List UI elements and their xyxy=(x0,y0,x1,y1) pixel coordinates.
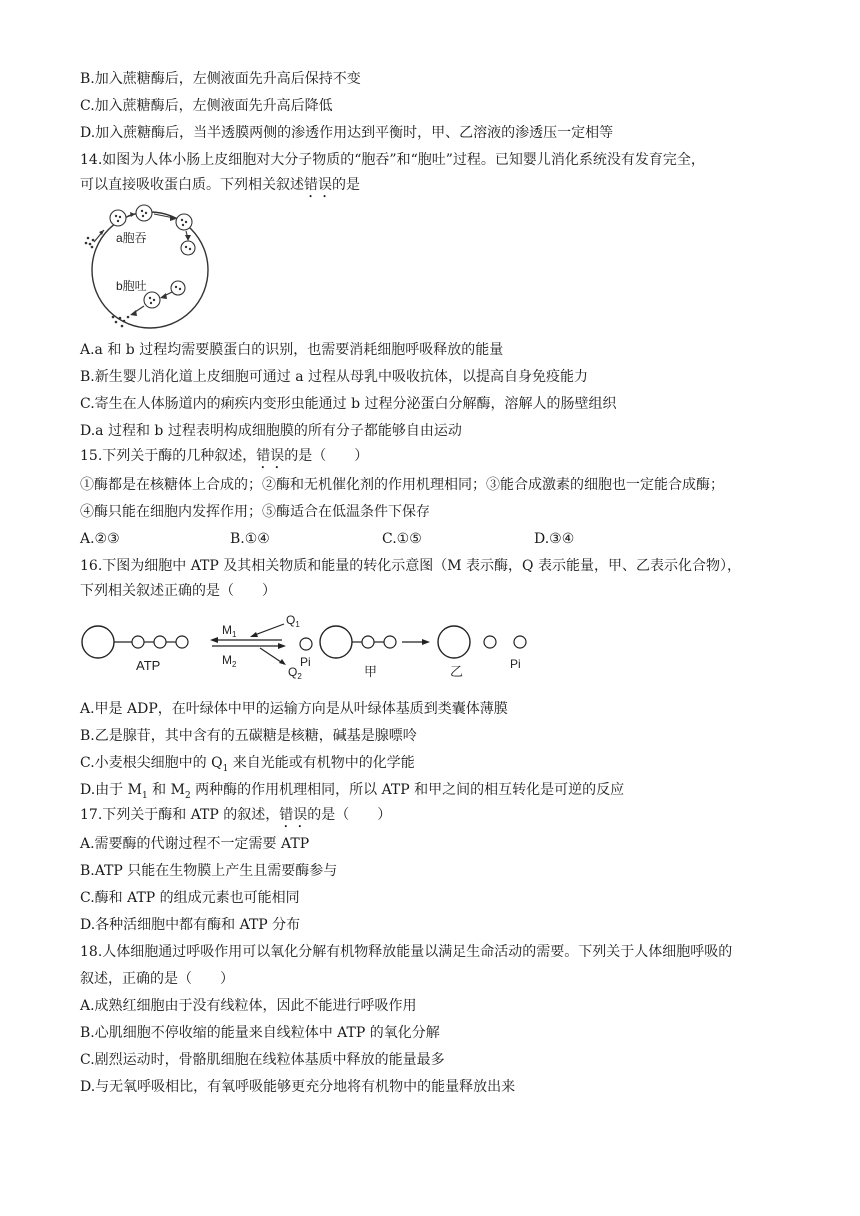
q15-option-a: A.②③ xyxy=(80,531,120,547)
q14-stem-line1: 14.如图为人体小肠上皮细胞对大分子物质的“胞吞”和“胞吐”过程。已知婴儿消化系统没有发育完全， xyxy=(80,152,705,168)
q1-label: $Q_1$ xyxy=(286,613,300,629)
q17-option-c: C.酶和 ATP 的组成元素也可能相同 xyxy=(80,890,300,906)
q14-option-a: A.a 和 b 过程均需要膜蛋白的识别，也需要消耗细胞呼吸释放的能量 xyxy=(80,342,504,358)
m1-label: $M_1$ xyxy=(222,623,237,639)
q15-option-c: C.①⑤ xyxy=(382,531,422,547)
pi-label-2: Pi xyxy=(510,657,521,671)
q15-option-d: D.③④ xyxy=(534,531,575,547)
q17-option-b: B.ATP 只能在生物膜上产生且需要酶参与 xyxy=(80,863,338,879)
q18-stem-line1: 18.人体细胞通过呼吸作用可以氧化分解有机物释放能量以满足生命活动的需要。下列关于人体细胞呼吸的 xyxy=(80,944,733,960)
label-b-exocytosis: b胞吐 xyxy=(116,279,147,293)
q14-option-d: D.a 过程和 b 过程表明构成细胞膜的所有分子都能够自由运动 xyxy=(80,423,462,439)
q15-items-line1: ①酶都是在核糖体上合成的；②酶和无机催化剂的作用机理相同；③能合成激素的细胞也一定能合成酶； xyxy=(80,477,724,493)
q16-option-c: C.小麦根尖细胞中的 $Q_1$ 来自光能或有机物中的化学能 xyxy=(80,755,415,774)
q18-option-b: B.心肌细胞不停收缩的能量来自线粒体中 ATP 的氧化分解 xyxy=(80,1025,440,1041)
q16-option-a: A.甲是 ADP，在叶绿体中甲的运输方向是从叶绿体基质到类囊体薄膜 xyxy=(80,701,508,717)
q17-option-d: D.各种活细胞中都有酶和 ATP 分布 xyxy=(80,917,301,933)
q13-option-d: D.加入蔗糖酶后，当半透膜两侧的渗透作用达到平衡时，甲、乙溶液的渗透压一定相等 xyxy=(80,125,614,141)
q13-option-b: B.加入蔗糖酶后，左侧液面先升高后保持不变 xyxy=(80,71,361,87)
q16-option-d: D.由于 $M_1$ 和 $M_2$ 两种酶的作用机理相同，所以 ATP 和甲之间的相互转化是可逆的反应 xyxy=(80,782,625,801)
q18-option-a: A.成熟红细胞由于没有线粒体，因此不能进行呼吸作用 xyxy=(80,998,417,1014)
q15-stem: 15.下列关于酶的几种叙述，错误的是（ ） xyxy=(80,448,369,464)
atp-label: ATP xyxy=(136,658,161,673)
endocytosis-exocytosis-figure xyxy=(80,200,220,332)
yi-label: 乙 xyxy=(450,664,464,679)
q15-option-b: B.①④ xyxy=(230,531,270,547)
q14-option-c: C.寄生在人体肠道内的痢疾内变形虫能通过 b 过程分泌蛋白分解酶，溶解人的肠壁组织 xyxy=(80,396,617,412)
q2-label: $Q_2$ xyxy=(288,665,302,681)
pi-label-1: Pi xyxy=(300,655,311,669)
q16-stem-line2: 下列相关叙述正确的是（ ） xyxy=(80,583,276,599)
q16-stem-line1: 16.下图为细胞中 ATP 及其相关物质和能量的转化示意图（M 表示酶，Q 表示能量，甲、乙表示化合物）， xyxy=(80,558,741,574)
q13-option-c: C.加入蔗糖酶后，左侧液面先升高后降低 xyxy=(80,98,333,114)
m2-label: $M_2$ xyxy=(222,653,237,669)
label-a-endocytosis: a胞吞 xyxy=(116,231,147,245)
q16-option-b: B.乙是腺苷，其中含有的五碳糖是核糖，碱基是腺嘌呤 xyxy=(80,728,417,744)
jia-label: 甲 xyxy=(364,664,378,679)
atp-conversion-figure xyxy=(80,608,540,686)
q15-items-line2: ④酶只能在细胞内发挥作用；⑤酶适合在低温条件下保存 xyxy=(80,504,430,520)
q17-stem: 17.下列关于酶和 ATP 的叙述，错误的是（ ） xyxy=(80,807,392,823)
q18-option-c: C.剧烈运动时，骨骼肌细胞在线粒体基质中释放的能量最多 xyxy=(80,1052,445,1068)
q14-option-b: B.新生婴儿消化道上皮细胞可通过 a 过程从母乳中吸收抗体，以提高自身免疫能力 xyxy=(80,369,588,385)
q18-stem-line2: 叙述，正确的是（ ） xyxy=(80,971,234,987)
q18-option-d: D.与无氧呼吸相比，有氧呼吸能够更充分地将有机物中的能量释放出来 xyxy=(80,1079,516,1095)
q17-option-a: A.需要酶的代谢过程不一定需要 ATP xyxy=(80,836,310,852)
q14-stem-line2: 可以直接吸收蛋白质。下列相关叙述错误的是 xyxy=(80,177,360,193)
